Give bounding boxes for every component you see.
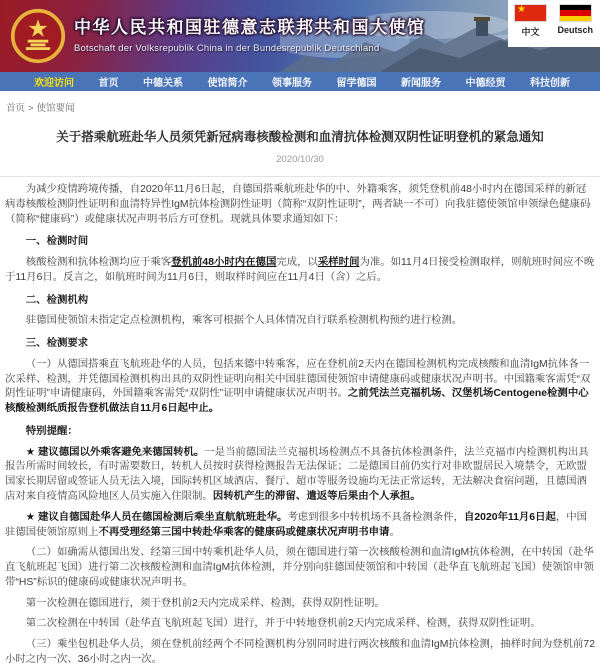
text-segment: 二、检测机构 [25, 294, 89, 306]
article-date: 2020/10/30 [276, 154, 324, 165]
nav-item-8[interactable]: 科技创新 [530, 78, 570, 89]
section-heading [5, 425, 595, 440]
text-segment: 为准。如11月4日接受检测取样，则航班时间应不晚于11月6日。反言之，如航班时间为11月6日，则取样时间应在11月4日（含）之后。 [5, 257, 595, 283]
site-title-german: Botschaft der Volksrepublik China in der Bundesrepublik Deutschland [74, 43, 380, 54]
breadcrumb-separator: > [28, 103, 34, 114]
paragraph [5, 617, 595, 632]
nav-item-1[interactable]: 首页 [98, 78, 119, 89]
text-segment: 为减少疫情跨境传播，自2020年11月6日起，自德国搭乘航班赴华的中、外籍乘客，须凭登机前48小时内在德国采样的新冠病毒核酸检测阴性证明和血清特异性IgM抗体检测阴性证明（简称“双阴性证明”，两者缺一不可）向我驻德使领馆申领绿色健康码（简称“健康码”）或健康状况声明书后方可登机。现就具体要求通知如下： [5, 184, 591, 225]
text-segment: 之前凭法兰克福机场、汉堡机场Centogene检测中心核酸检测纸质报告登机做法自11月6日起中止。 [5, 388, 589, 415]
paragraph [5, 256, 595, 286]
language-switcher [508, 0, 600, 47]
china-national-emblem-icon [10, 6, 66, 66]
article [0, 127, 600, 668]
text-segment: 采样时间 [317, 257, 360, 269]
site-title-chinese: 中华人民共和国驻德意志联邦共和国大使馆 [74, 18, 426, 37]
text-segment: （一）从德国搭乘直飞航班赴华的人员，包括来德中转乘客，应在登机前2天内在德国检测机构完成核酸和血清IgM抗体各一次采样、检测，并凭德国检测机构出具的双阴性证明向相关中国驻德国使领馆申请健康码或健康状况声明书。中国籍乘客需凭“双阴性证明”申请健康码，外国籍乘客需凭“双阴性”证明申请健康状况声明书。 [5, 358, 591, 400]
nav-item-7[interactable]: 中德经贸 [465, 78, 506, 89]
text-segment: 考虑到很多中转机场不具备检测条件， [287, 511, 465, 523]
site-header [0, 0, 600, 72]
text-segment: （二）如确需从德国出发、经第三国中转乘机赴华人员，须在德国进行第一次核酸检测和血清IgM抗体检测，在中转国（赴华直飞航班起飞国）进行第二次核酸检测和血清IgM抗体检测，并分别向驻德国使领馆和中转国（赴华直飞航班起飞国）使领馆申领带“HS”标识的健康码或健康状况声明书。 [5, 547, 594, 588]
paragraph [5, 183, 595, 227]
paragraph [5, 446, 595, 505]
paragraph [5, 314, 595, 329]
text-segment: 自2020年11月6日起 [464, 511, 556, 523]
text-segment: 三、检测要求 [25, 338, 89, 350]
text-segment: 驻德国使领馆未指定定点检测机构，乘客可根据个人具体情况自行联系检测机构预约进行检测。 [25, 315, 463, 327]
germany-flag-icon[interactable] [560, 5, 591, 21]
nav-item-5[interactable]: 留学德国 [336, 78, 377, 89]
text-segment: 一、检测时间 [25, 236, 89, 248]
nav-item-2[interactable]: 中德关系 [143, 78, 183, 89]
lang-chinese-switch[interactable] [515, 5, 546, 47]
section-heading [5, 294, 595, 309]
breadcrumb [6, 100, 594, 114]
article-title: 关于搭乘航班赴华人员须凭新冠病毒核酸检测和血清抗体检测双阴性证明登机的紧急通知 [56, 130, 544, 144]
text-segment: ★ 建议自德国赴华人员在德国检测后乘坐直航航班赴华。 [25, 511, 288, 523]
text-segment: 登机前48小时内在德国 [171, 257, 277, 269]
text-segment: 因转机产生的滞留、遣返等后果由个人承担。 [212, 491, 421, 503]
text-segment: 完成，以 [276, 257, 318, 269]
text-segment: 特别提醒： [25, 425, 78, 437]
text-segment: ★ 建议德国以外乘客避免来德国转机。 [25, 446, 205, 458]
paragraph [5, 597, 595, 612]
paragraph [5, 638, 595, 668]
breadcrumb-section-link[interactable]: 使馆要闻 [36, 103, 75, 114]
section-heading [5, 235, 595, 250]
text-segment: ，中国驻德国使领馆原则上 [5, 511, 588, 538]
star-icon: ★ [517, 5, 526, 15]
article-body [0, 183, 600, 668]
breadcrumb-home-link[interactable]: 首页 [6, 103, 26, 114]
text-segment: 不再受理经第三国中转赴华乘客的健康码或健康状况声明书申请 [98, 526, 390, 538]
text-segment: （三）乘坐包机赴华人员，须在登机前经两个不同检测机构分别同时进行两次核酸和血清IgM抗体检测，抽样时间为登机前72小时之内一次、36小时之内一次。 [5, 639, 595, 665]
section-heading [5, 337, 595, 352]
nav-item-4[interactable]: 领事服务 [272, 78, 312, 89]
title-divider [0, 176, 600, 177]
text-segment: 第二次检测在中转国（赴华直飞航班起飞国）进行，并于中转地登机前2天内完成采样、检测，获得双阴性证明。 [25, 618, 541, 630]
nav-welcome-label: 欢迎访问 [34, 78, 74, 89]
lang-chinese-label[interactable]: 中文 [521, 27, 540, 37]
lang-german-label[interactable]: Deutsch [557, 25, 593, 35]
text-segment: 。 [389, 526, 400, 538]
paragraph [5, 511, 595, 541]
site-title-block [74, 13, 426, 54]
china-flag-icon[interactable] [515, 5, 546, 21]
text-segment: 第一次检测在德国进行，须于登机前2天内完成采样、检测，获得双阴性证明。 [25, 597, 385, 609]
lang-german-switch[interactable] [557, 5, 593, 47]
paragraph [5, 358, 595, 417]
nav-item-3[interactable]: 使馆简介 [207, 78, 248, 89]
nav-item-6[interactable]: 新闻服务 [401, 78, 441, 89]
text-segment: 核酸检测和抗体检测均应于乘客 [25, 257, 172, 269]
text-segment: 一是当前德国法兰克福机场检测点不具备抗体检测条件，法兰克福市内检测机构出具报告所需时间较长，有时需要数日，转机人员按时获得检测报告无法保证；二是德国目前仍实行对非欧盟居民入境禁令，无欧盟国家长期居留或签证人员无法入境，国际转机区域酒店、餐厅、超市等服务设施均无法正常运转，无法解决食宿问题，且德国酒店对来自疫情高风险地区人员实施入住限制。 [5, 446, 589, 503]
paragraph [5, 546, 595, 590]
main-nav [0, 72, 600, 91]
